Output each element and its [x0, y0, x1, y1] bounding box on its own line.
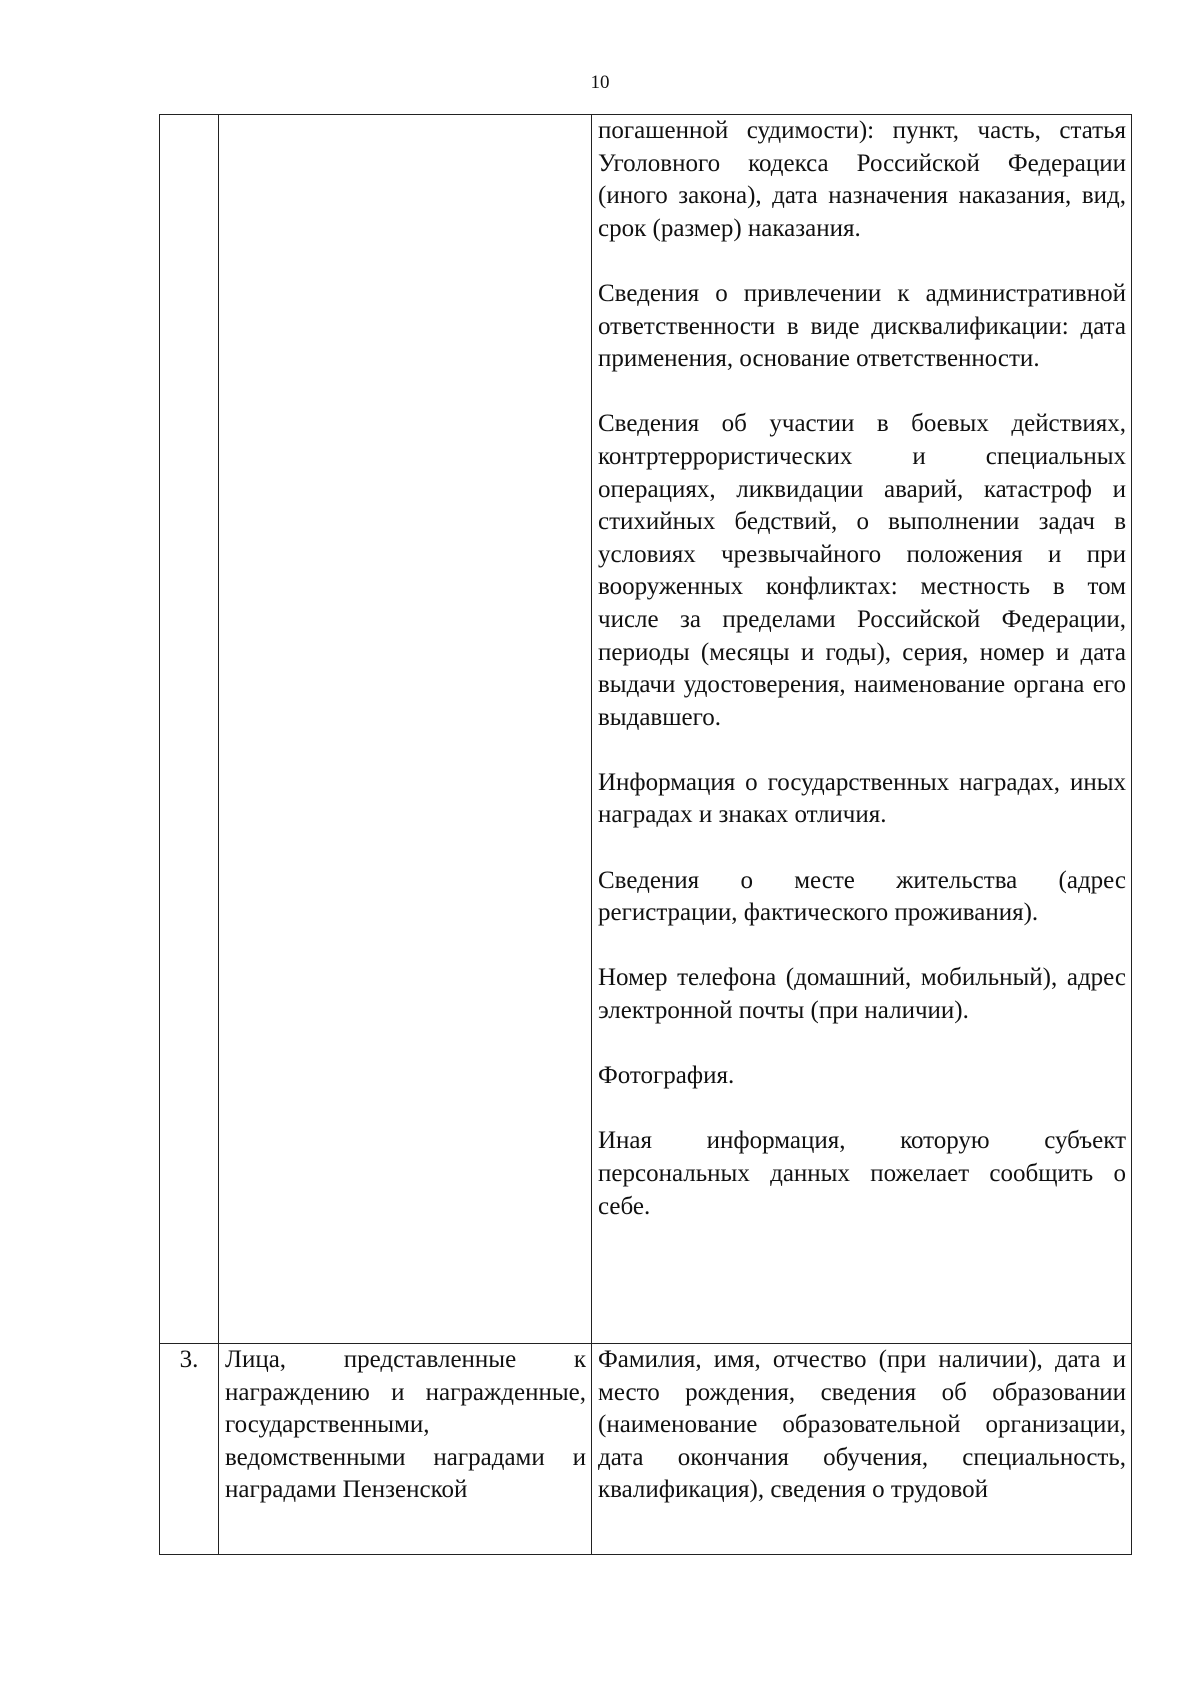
photo-paragraph: Фотография. — [598, 1062, 735, 1090]
category-cell — [219, 1344, 592, 1555]
category-text: Лица, представленные к награждению и награжденные, государственными, ведомственными наградами и наградами Пензенской — [225, 1346, 586, 1504]
personal-data-table — [159, 114, 1132, 1555]
administrative-liability-paragraph: Сведения о привлечении к административной ответственности в виде дисквалификации: дата применения, основание ответственности. — [598, 279, 1126, 373]
contacts-paragraph: Номер телефона (домашний, мобильный), адрес электронной почты (при наличии). — [598, 964, 1126, 1025]
row-number-cell — [160, 115, 219, 1344]
table-row — [160, 115, 1132, 1344]
personal-details-paragraph: Фамилия, имя, отчество (при наличии), дата и место рождения, сведения об образовании (наименование образовательной организации, дата окончания обучения, специальность, квалификация), сведения о трудовой — [598, 1346, 1126, 1504]
other-info-paragraph: Иная информация, которую субъект персональных данных пожелает сообщить о себе. — [598, 1127, 1126, 1220]
table-row — [160, 1344, 1132, 1555]
data-composition-cell — [592, 1344, 1132, 1555]
page-number: 10 — [590, 72, 610, 93]
category-cell — [219, 115, 592, 1344]
residence-paragraph: Сведения о месте жительства (адрес регистрации, фактического проживания). — [598, 866, 1126, 927]
awards-paragraph: Информация о государственных наградах, иных наградах и знаках отличия. — [598, 768, 1126, 829]
criminal-record-paragraph: погашенной судимости): пункт, часть, статья Уголовного кодекса Российской Федерации (иного закона), дата назначения наказания, вид, срок (размер) наказания. — [598, 117, 1126, 242]
combat-participation-paragraph: Сведения об участии в боевых действиях, контртеррористических и специальных операциях, ликвидации аварий, катастроф и стихийных бедствий, о выполнении задач в условиях чрезвычайного положения и при вооруженных конфликтах: местность в том числе за пределами Российской Федерации, периоды (месяцы и годы), серия, номер и дата выдачи удостоверения, наименование органа его выдавшего. — [598, 410, 1126, 731]
row-number-cell: 3. — [160, 1344, 219, 1555]
data-composition-cell — [592, 115, 1132, 1344]
